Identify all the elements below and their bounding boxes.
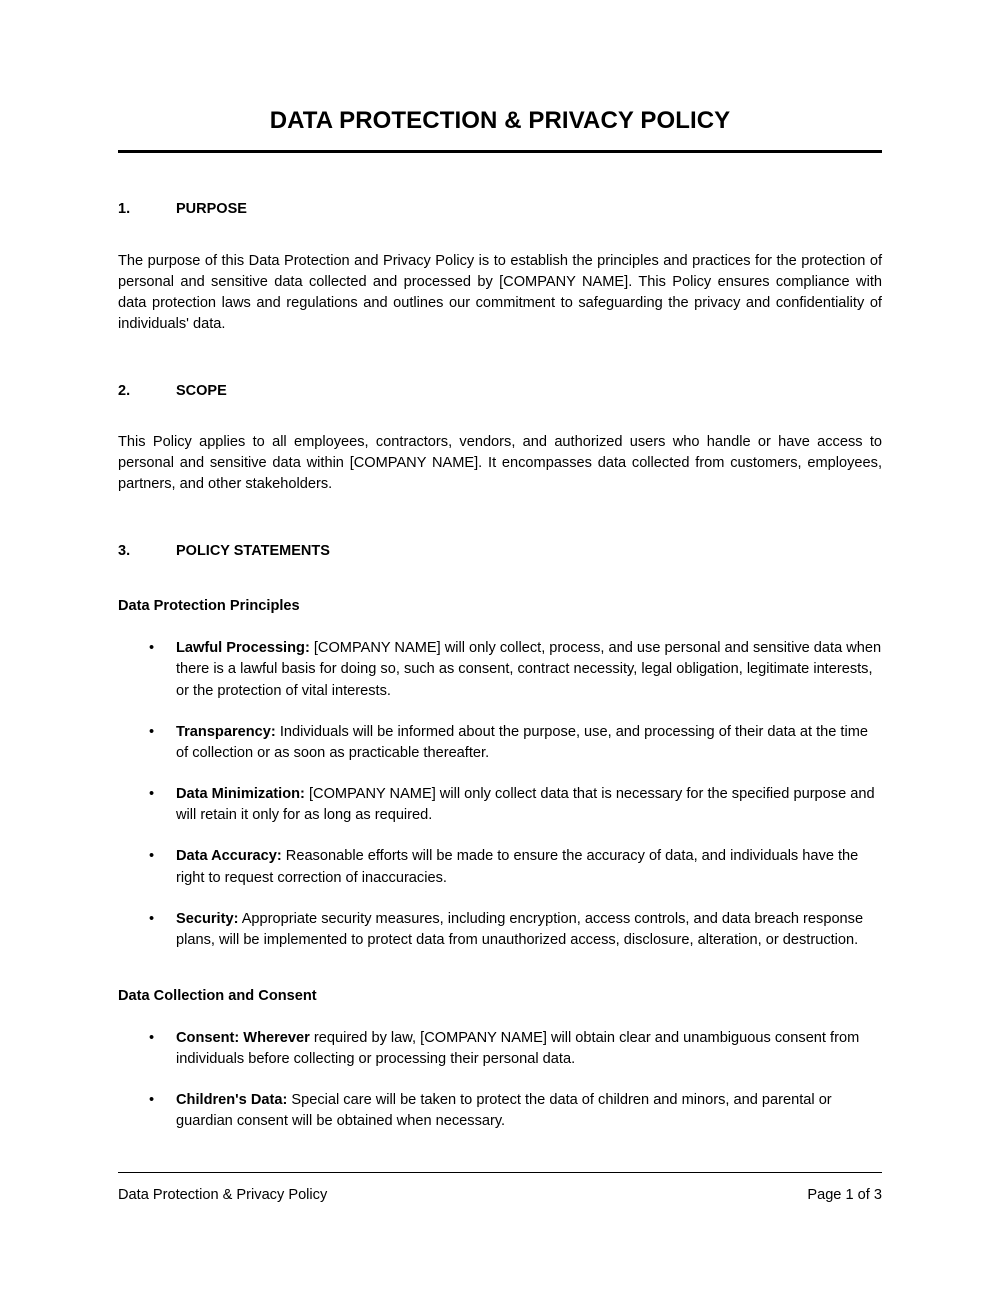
list-item-lead: Data Accuracy: [176, 848, 282, 865]
section-heading-2 [118, 382, 882, 401]
list-item-text: Individuals will be informed about the purpose, use, and processing of their data at the time of collection or as soon as practicable thereafter. [176, 723, 868, 761]
list-item [118, 1028, 882, 1070]
list-item-lead: Children's Data: [176, 1092, 288, 1109]
list-item-lead: Data Minimization: [176, 786, 305, 803]
section-heading-3 [118, 542, 882, 561]
list-item-text: [COMPANY NAME] will only collect, process, and use personal and sensitive data when there is a lawful basis for doing so, such as consent, contract necessity, legal obligation, legitimate interests, or the protection of vital interests. [176, 640, 882, 699]
section-title-2: SCOPE [176, 382, 227, 399]
page-title: DATA PROTECTION & PRIVACY POLICY [269, 107, 731, 134]
section-number-1: 1. [118, 200, 131, 217]
list-item-text: Reasonable efforts will be made to ensure the accuracy of data, and individuals have the right to request correction of inaccuracies. [176, 848, 859, 886]
list-item-lead: Transparency: [176, 723, 276, 740]
footer-document-name: Data Protection & Privacy Policy [118, 1187, 328, 1203]
list-item [118, 1090, 882, 1132]
bullet-marker-icon: • [149, 1029, 155, 1046]
footer-divider [118, 1172, 882, 1173]
list-item-text: Appropriate security measures, including encryption, access controls, and data breach response plans, will be implemented to protect data from unauthorized access, disclosure, alteration, or destruction. [176, 910, 864, 948]
section-paragraph-2: This Policy applies to all employees, contractors, vendors, and authorized users who handle or have access to personal and sensitive data within [COMPANY NAME]. It encompasses data collected from customers, employees, partners, and other stakeholders. [118, 434, 882, 493]
bullet-marker-icon: • [149, 640, 155, 657]
section-heading-1 [118, 200, 882, 219]
footer-page-number: Page 1 of 3 [807, 1187, 882, 1203]
bullet-marker-icon: • [149, 1092, 155, 1109]
document-body [118, 0, 882, 1133]
list-item-lead: Consent: Wherever [176, 1029, 310, 1046]
subsection-heading-data-protection-principles: Data Protection Principles [118, 598, 300, 615]
section-number-3: 3. [118, 543, 131, 560]
section-title-3: POLICY STATEMENTS [176, 543, 330, 560]
bullet-list-data-protection-principles [118, 638, 882, 951]
bullet-marker-icon: • [149, 848, 155, 865]
list-item [118, 909, 882, 951]
section-paragraph-1: The purpose of this Data Protection and Privacy Policy is to establish the principles and practices for the protection of personal and sensitive data collected and processed by [COMPANY NAME]. This Policy ensures compliance with data protection laws and regulations and outlines our commitment to safeguarding the privacy and confidentiality of individuals' data. [118, 252, 882, 332]
list-item-lead: Lawful Processing: [176, 640, 310, 657]
list-item [118, 784, 882, 826]
list-item [118, 722, 882, 764]
bullet-marker-icon: • [149, 910, 155, 927]
subsection-heading-data-collection-and-consent: Data Collection and Consent [118, 988, 317, 1005]
list-item-lead: Security: [176, 910, 239, 927]
section-number-2: 2. [118, 382, 131, 399]
list-item-text: required by law, [COMPANY NAME] will obtain clear and unambiguous consent from individuals before collecting or processing their personal data. [176, 1029, 860, 1068]
section-title-1: PURPOSE [176, 200, 247, 217]
bullet-list-data-collection-and-consent [118, 1028, 882, 1133]
list-item [118, 846, 882, 888]
list-item-text: [COMPANY NAME] will only collect data that is necessary for the specified purpose and will retain it only for as long as required. [176, 786, 875, 824]
footer-row [118, 1186, 882, 1205]
title-divider [118, 150, 882, 153]
list-item-text: Special care will be taken to protect the data of children and minors, and parental or guardian consent will be obtained when necessary. [176, 1092, 832, 1130]
bullet-marker-icon: • [149, 786, 155, 803]
bullet-marker-icon: • [149, 723, 155, 740]
page-footer [118, 1172, 882, 1205]
list-item [118, 638, 882, 701]
